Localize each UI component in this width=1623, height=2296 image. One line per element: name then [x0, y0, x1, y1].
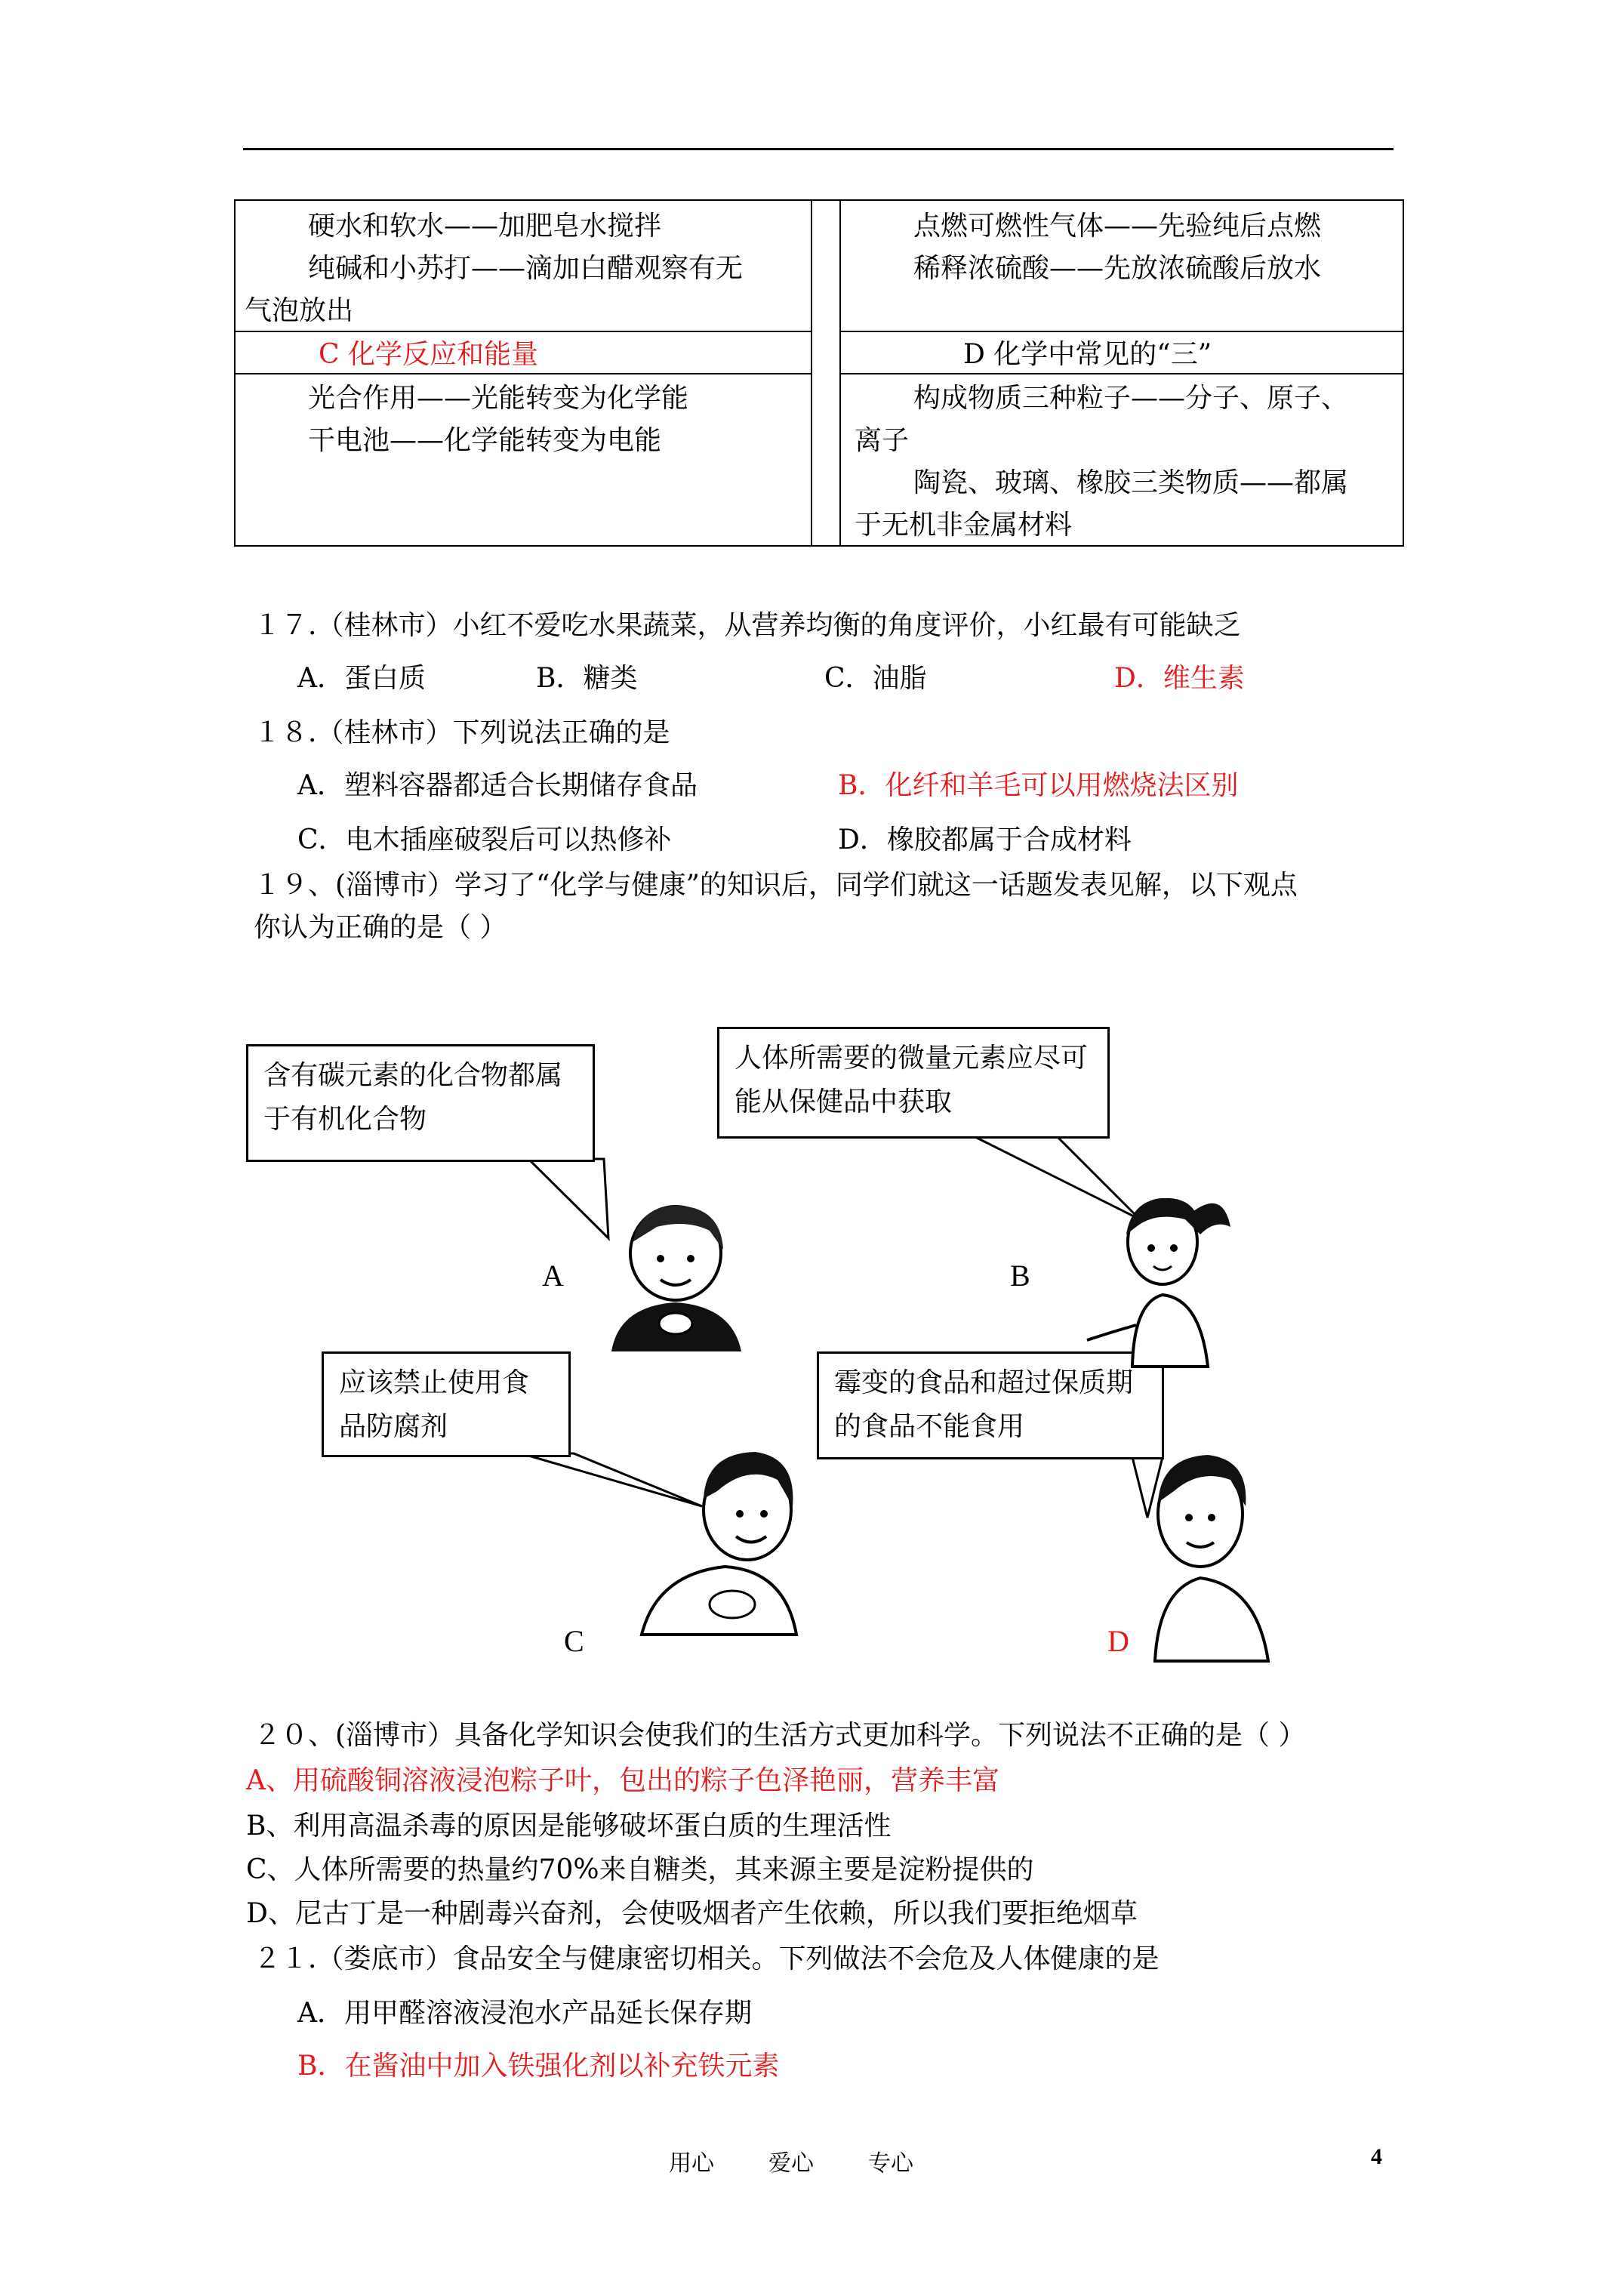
question-18-stem: １８.（桂林市）下列说法正确的是 — [254, 717, 670, 748]
table-cell-row1-right: 点燃可燃性气体——先验纯后点燃 稀释浓硫酸——先放浓硫酸后放水 — [913, 211, 1322, 284]
speech-bubble-d: 霉变的食品和超过保质期的食品不能食用 — [817, 1351, 1164, 1459]
q20-option-b: B、利用高温杀毒的原因是能够破坏蛋白质的生理活性 — [246, 1811, 892, 1841]
q17-option-d-answer: D．维生素 — [1114, 663, 1245, 694]
q20-option-a-answer: A、用硫酸铜溶液浸泡粽子叶，包出的粽子色泽艳丽，营养丰富 — [246, 1765, 999, 1796]
table-header-c: C 化学反应和能量 — [319, 339, 538, 370]
speech-bubble-c: 应该禁止使用食品防腐剂 — [322, 1351, 571, 1457]
q20-option-c: C、人体所需要的热量约70%来自糖类，其来源主要是淀粉提供的 — [246, 1854, 1034, 1885]
option-label-b: B — [1010, 1259, 1030, 1293]
question-19-stem-line1: １９、(淄博市）学习了“化学与健康”的知识后，同学们就这一话题发表见解，以下观点 — [254, 870, 1298, 901]
q17-option-a: A．蛋白质 — [297, 663, 426, 694]
option-label-d-answer: D — [1107, 1624, 1129, 1658]
footer-text-2: 爱心 — [768, 2150, 814, 2177]
q20-option-d: D、尼古丁是一种剧毒兴奋剂，会使吸烟者产生依赖，所以我们要拒绝烟草 — [246, 1898, 1138, 1929]
student-d-illustration — [1125, 1438, 1291, 1665]
q21-option-b-answer: B．在酱油中加入铁强化剂以补充铁元素 — [297, 2051, 780, 2082]
q21-option-a: A．用甲醛溶液浸泡水产品延长保存期 — [297, 1998, 752, 2029]
q17-option-b: B．糖类 — [536, 663, 638, 694]
option-label-a: A — [542, 1259, 564, 1293]
student-c-illustration — [634, 1438, 815, 1642]
option-label-c: C — [564, 1624, 584, 1658]
question-19-stem-line2: 你认为正确的是（ ） — [254, 912, 507, 943]
q18-option-b-answer: B．化纤和羊毛可以用燃烧法区别 — [838, 770, 1239, 801]
footer-text-1: 用心 — [669, 2150, 714, 2177]
q18-option-a: A．塑料容器都适合长期储存食品 — [297, 770, 698, 801]
table-header-d: D 化学中常见的“三” — [963, 339, 1212, 370]
question-20-stem: ２０、(淄博市）具备化学知识会使我们的生活方式更加科学。下列说法不正确的是（ ） — [254, 1720, 1306, 1751]
q18-option-c: C．电木插座破裂后可以热修补 — [297, 824, 672, 855]
table-cell-row3-left: 光合作用——光能转变为化学能 干电池——化学能转变为电能 — [308, 383, 689, 456]
footer-text-3: 专心 — [868, 2150, 913, 2177]
q18-option-d: D．橡胶都属于合成材料 — [838, 824, 1132, 855]
speech-bubble-a: 含有碳元素的化合物都属于有机化合物 — [246, 1044, 595, 1162]
question-21-stem: ２１.（娄底市）食品安全与健康密切相关。下列做法不会危及人体健康的是 — [254, 1943, 1160, 1974]
q17-option-c: C．油脂 — [824, 663, 927, 694]
speech-bubble-b: 人体所需要的微量元素应尽可能从保健品中获取 — [717, 1027, 1110, 1139]
table-cell-row3-right: 构成物质三种粒子——分子、原子、 离子 陶瓷、玻璃、橡胶三类物质——都属 于无机非金属材料 — [855, 383, 1349, 541]
question-17-stem: １７.（桂林市）小红不爱吃水果蔬菜，从营养均衡的角度评价，小红最有可能缺乏 — [254, 610, 1241, 641]
student-b-illustration — [1079, 1182, 1246, 1370]
page-number: 4 — [1371, 2144, 1382, 2169]
student-a-illustration — [596, 1197, 755, 1355]
table-cell-row1-left: 硬水和软水——加肥皂水搅拌 纯碱和小苏打——滴加白醋观察有无 气泡放出 — [245, 211, 744, 326]
